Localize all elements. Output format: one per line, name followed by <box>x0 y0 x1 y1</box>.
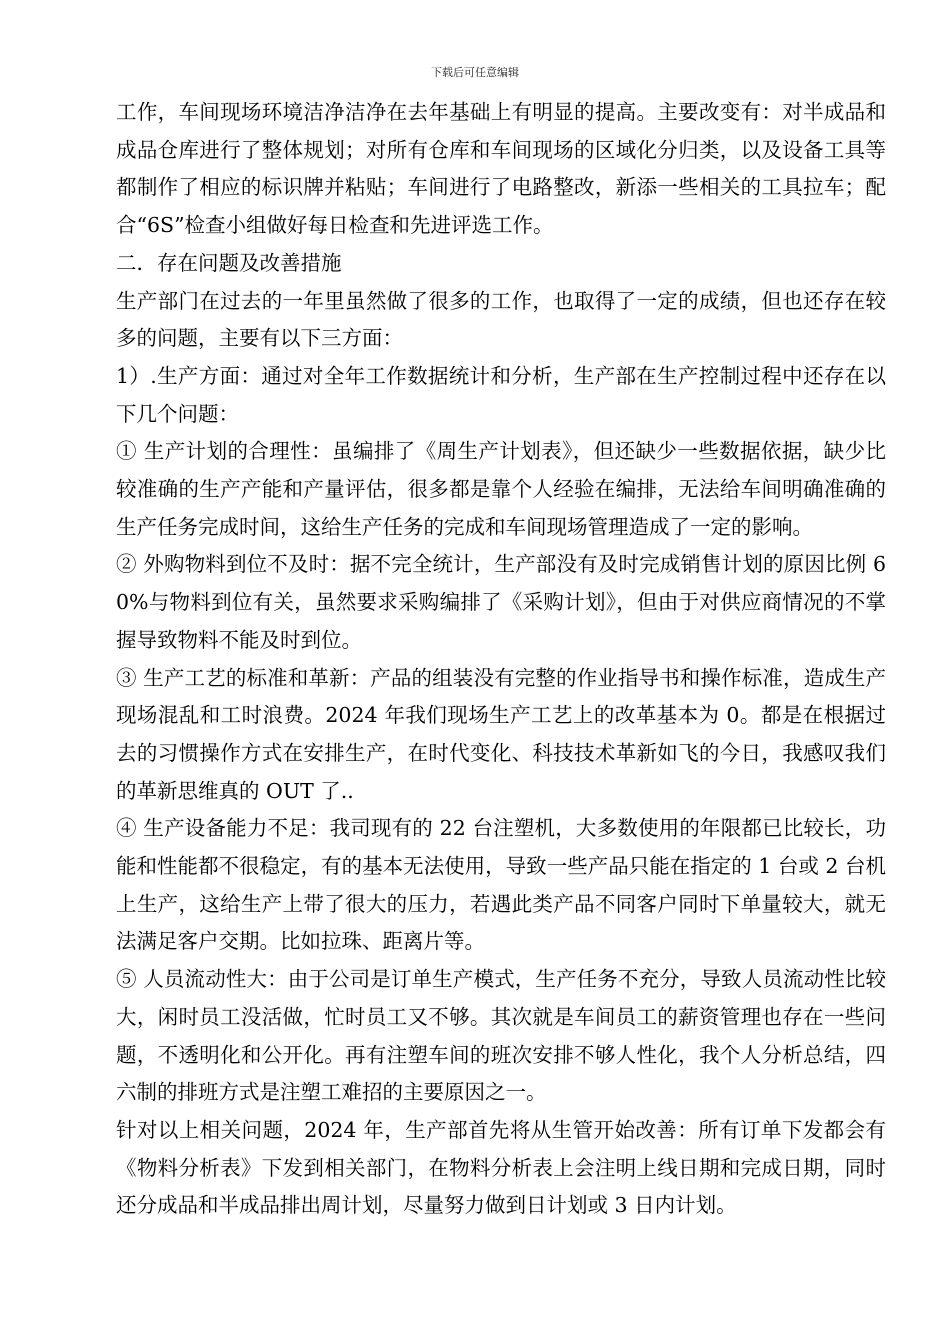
list-item-process: ③ 生产工艺的标准和革新：产品的组装没有完整的作业指导书和操作标准，造成生产现场混乱和工时浪费。2024 年我们现场生产工艺上的改革基本为 0。都是在根据过去的习惯操作方式在安排生产，在时代变化、科技技术革新如飞的今日，我感叹我们的革新思维真的 OUT 了.. <box>116 665 886 803</box>
paragraph-production-aspect: 1）.生产方面：通过对全年工作数据统计和分析，生产部在生产控制过程中还存在以下几个问题： <box>116 363 886 426</box>
document-body <box>116 94 886 1225</box>
paragraph-problems-intro: 生产部门在过去的一年里虽然做了很多的工作，也取得了一定的成绩，但也还存在较多的问题，主要有以下三方面： <box>116 288 886 351</box>
page-header: 下载后可任意编辑 <box>431 66 519 79</box>
section-heading-problems: 二．存在问题及改善措施 <box>116 250 342 275</box>
paragraph-workshop-improvements: 工作，车间现场环境洁净洁净在去年基础上有明显的提高。主要改变有：对半成品和成品仓库进行了整体规划；对所有仓库和车间现场的区域化分归类，以及设备工具等都制作了相应的标识牌并粘贴；车间进行了电路整改，新添一些相关的工具拉车；配合“6S”检查小组做好每日检查和先进评选工作。 <box>116 100 886 238</box>
list-item-materials: ② 外购物料到位不及时：据不完全统计，生产部没有及时完成销售计划的原因比例 60%与物料到位有关，虽然要求采购编排了《采购计划》，但由于对供应商情况的不掌握导致物料不能及时到位。 <box>116 552 886 652</box>
list-item-planning: ① 生产计划的合理性：虽编排了《周生产计划表》，但还缺少一些数据依据，缺少比较准确的生产产能和产量评估，很多都是靠个人经验在编排，无法给车间明确准确的生产任务完成时间，这给生产任务的完成和车间现场管理造成了一定的影响。 <box>116 439 886 539</box>
paragraph-improvement-plan: 针对以上相关问题，2024 年，生产部首先将从生管开始改善：所有订单下发都会有《物料分析表》下发到相关部门，在物料分析表上会注明上线日期和完成日期，同时还分成品和半成品排出周计划，尽量努力做到日计划或 3 日内计划。 <box>116 1117 886 1218</box>
list-item-equipment: ④ 生产设备能力不足：我司现有的 22 台注塑机，大多数使用的年限都已比较长，功能和性能都不很稳定，有的基本无法使用，导致一些产品只能在指定的 1 台或 2 台机上生产，这给生产上带了很大的压力，若遇此类产品不同客户同时下单量较大，就无法满足客户交期。比如拉珠、距离片等。 <box>116 816 886 954</box>
list-item-staff: ⑤ 人员流动性大：由于公司是订单生产模式，生产任务不充分，导致人员流动性比较大，闲时员工没活做，忙时员工又不够。其次就是车间员工的薪资管理也存在一些问题，不透明化和公开化。再有注塑车间的班次安排不够人性化，我个人分析总结，四六制的排班方式是注塑工难招的主要原因之一。 <box>116 967 886 1105</box>
